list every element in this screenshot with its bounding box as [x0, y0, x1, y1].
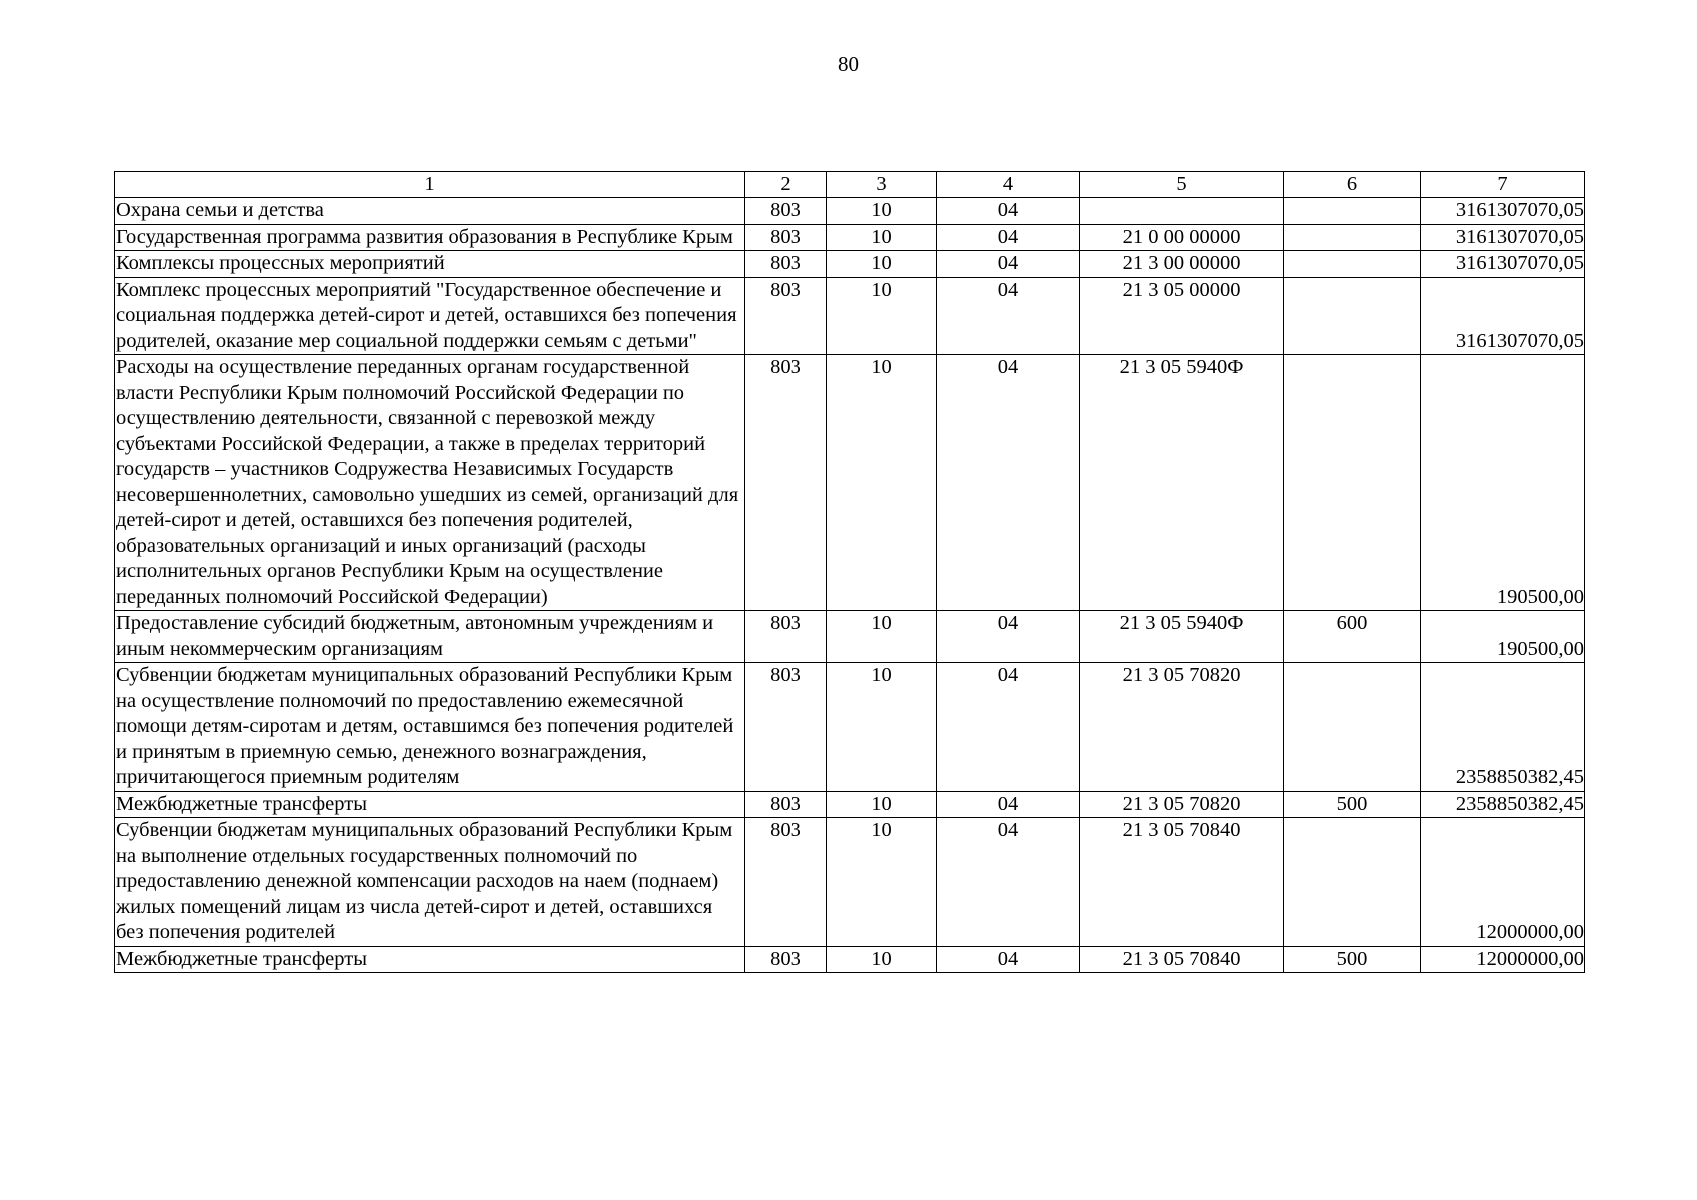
row-name: Государственная программа развития образования в Республике Крым	[115, 224, 745, 251]
col2-cell: 803	[745, 663, 827, 792]
row-name: Предоставление субсидий бюджетным, автономным учреждениям и иным некоммерческим организациям	[115, 611, 745, 663]
header-cell: 4	[937, 172, 1080, 198]
col6-cell: 500	[1284, 946, 1421, 973]
row-name: Межбюджетные трансферты	[115, 946, 745, 973]
col4-cell: 04	[937, 818, 1080, 947]
col2-cell: 803	[745, 355, 827, 611]
col4-cell: 04	[937, 277, 1080, 355]
col5-cell: 21 3 05 70820	[1080, 663, 1284, 792]
col4-cell: 04	[937, 251, 1080, 278]
amount-cell: 3161307070,05	[1421, 277, 1585, 355]
col3-cell: 10	[827, 663, 937, 792]
page-number: 80	[838, 52, 859, 76]
table-row	[115, 946, 1585, 973]
header-cell: 3	[827, 172, 937, 198]
col3-cell: 10	[827, 946, 937, 973]
header-cell: 6	[1284, 172, 1421, 198]
col2-cell: 803	[745, 818, 827, 947]
row-name: Комплексы процессных мероприятий	[115, 251, 745, 278]
budget-table	[114, 171, 1585, 973]
col3-cell: 10	[827, 611, 937, 663]
col6-cell	[1284, 198, 1421, 225]
col2-cell: 803	[745, 198, 827, 225]
amount-cell: 2358850382,45	[1421, 663, 1585, 792]
table-row	[115, 198, 1585, 225]
col4-cell: 04	[937, 224, 1080, 251]
table-row	[115, 611, 1585, 663]
col6-cell	[1284, 224, 1421, 251]
table-row	[115, 663, 1585, 792]
table-row	[115, 224, 1585, 251]
col4-cell: 04	[937, 355, 1080, 611]
row-name: Расходы на осуществление переданных органам государственной власти Республики Крым полномочий Российской Федерации по осуществлению деятельности, связанной с перевозкой между субъектами Российской Федерации, а также в пределах территорий государств – участников Содружества Независимых Государств несовершеннолетних, самовольно ушедших из семей, организаций для детей-сирот и детей, оставшихся без попечения родителей, образовательных организаций и иных организаций (расходы исполнительных органов Республики Крым на осуществление переданных полномочий Российской Федерации)	[115, 355, 745, 611]
col4-cell: 04	[937, 611, 1080, 663]
col5-cell: 21 3 05 00000	[1080, 277, 1284, 355]
row-name: Межбюджетные трансферты	[115, 791, 745, 818]
col3-cell: 10	[827, 198, 937, 225]
col2-cell: 803	[745, 277, 827, 355]
col6-cell	[1284, 251, 1421, 278]
col3-cell: 10	[827, 251, 937, 278]
col6-cell: 500	[1284, 791, 1421, 818]
table-header-row	[115, 172, 1585, 198]
table-row	[115, 277, 1585, 355]
row-name: Субвенции бюджетам муниципальных образований Республики Крым на выполнение отдельных государственных полномочий по предоставлению денежной компенсации расходов на наем (поднаем) жилых помещений лицам из числа детей-сирот и детей, оставшихся без попечения родителей	[115, 818, 745, 947]
amount-cell: 3161307070,05	[1421, 198, 1585, 225]
col6-cell	[1284, 663, 1421, 792]
col4-cell: 04	[937, 198, 1080, 225]
amount-cell: 3161307070,05	[1421, 224, 1585, 251]
col5-cell: 21 3 05 5940Ф	[1080, 355, 1284, 611]
col4-cell: 04	[937, 663, 1080, 792]
col2-cell: 803	[745, 611, 827, 663]
col5-cell: 21 0 00 00000	[1080, 224, 1284, 251]
header-cell: 7	[1421, 172, 1585, 198]
amount-cell: 12000000,00	[1421, 946, 1585, 973]
col3-cell: 10	[827, 355, 937, 611]
table-row	[115, 818, 1585, 947]
table-row	[115, 791, 1585, 818]
col2-cell: 803	[745, 251, 827, 278]
amount-cell: 190500,00	[1421, 355, 1585, 611]
row-name: Субвенции бюджетам муниципальных образований Республики Крым на осуществление полномочий по предоставлению ежемесячной помощи детям-сиротам и детям, оставшимся без попечения родителей и принятым в приемную семью, денежного вознаграждения, причитающегося приемным родителям	[115, 663, 745, 792]
col5-cell: 21 3 00 00000	[1080, 251, 1284, 278]
header-cell: 5	[1080, 172, 1284, 198]
col5-cell	[1080, 198, 1284, 225]
col6-cell	[1284, 355, 1421, 611]
col6-cell	[1284, 818, 1421, 947]
col3-cell: 10	[827, 277, 937, 355]
amount-cell: 12000000,00	[1421, 818, 1585, 947]
col5-cell: 21 3 05 70840	[1080, 818, 1284, 947]
amount-cell: 3161307070,05	[1421, 251, 1585, 278]
table-row	[115, 251, 1585, 278]
col3-cell: 10	[827, 818, 937, 947]
header-cell: 1	[115, 172, 745, 198]
header-cell: 2	[745, 172, 827, 198]
col2-cell: 803	[745, 224, 827, 251]
col4-cell: 04	[937, 791, 1080, 818]
col5-cell: 21 3 05 70820	[1080, 791, 1284, 818]
col3-cell: 10	[827, 224, 937, 251]
col3-cell: 10	[827, 791, 937, 818]
amount-cell: 2358850382,45	[1421, 791, 1585, 818]
table-row	[115, 355, 1585, 611]
row-name: Комплекс процессных мероприятий "Государственное обеспечение и социальная поддержка детей-сирот и детей, оставшихся без попечения родителей, оказание мер социальной поддержки семьям с детьми"	[115, 277, 745, 355]
row-name: Охрана семьи и детства	[115, 198, 745, 225]
col5-cell: 21 3 05 5940Ф	[1080, 611, 1284, 663]
col4-cell: 04	[937, 946, 1080, 973]
col2-cell: 803	[745, 946, 827, 973]
col2-cell: 803	[745, 791, 827, 818]
col6-cell: 600	[1284, 611, 1421, 663]
col6-cell	[1284, 277, 1421, 355]
amount-cell: 190500,00	[1421, 611, 1585, 663]
col5-cell: 21 3 05 70840	[1080, 946, 1284, 973]
